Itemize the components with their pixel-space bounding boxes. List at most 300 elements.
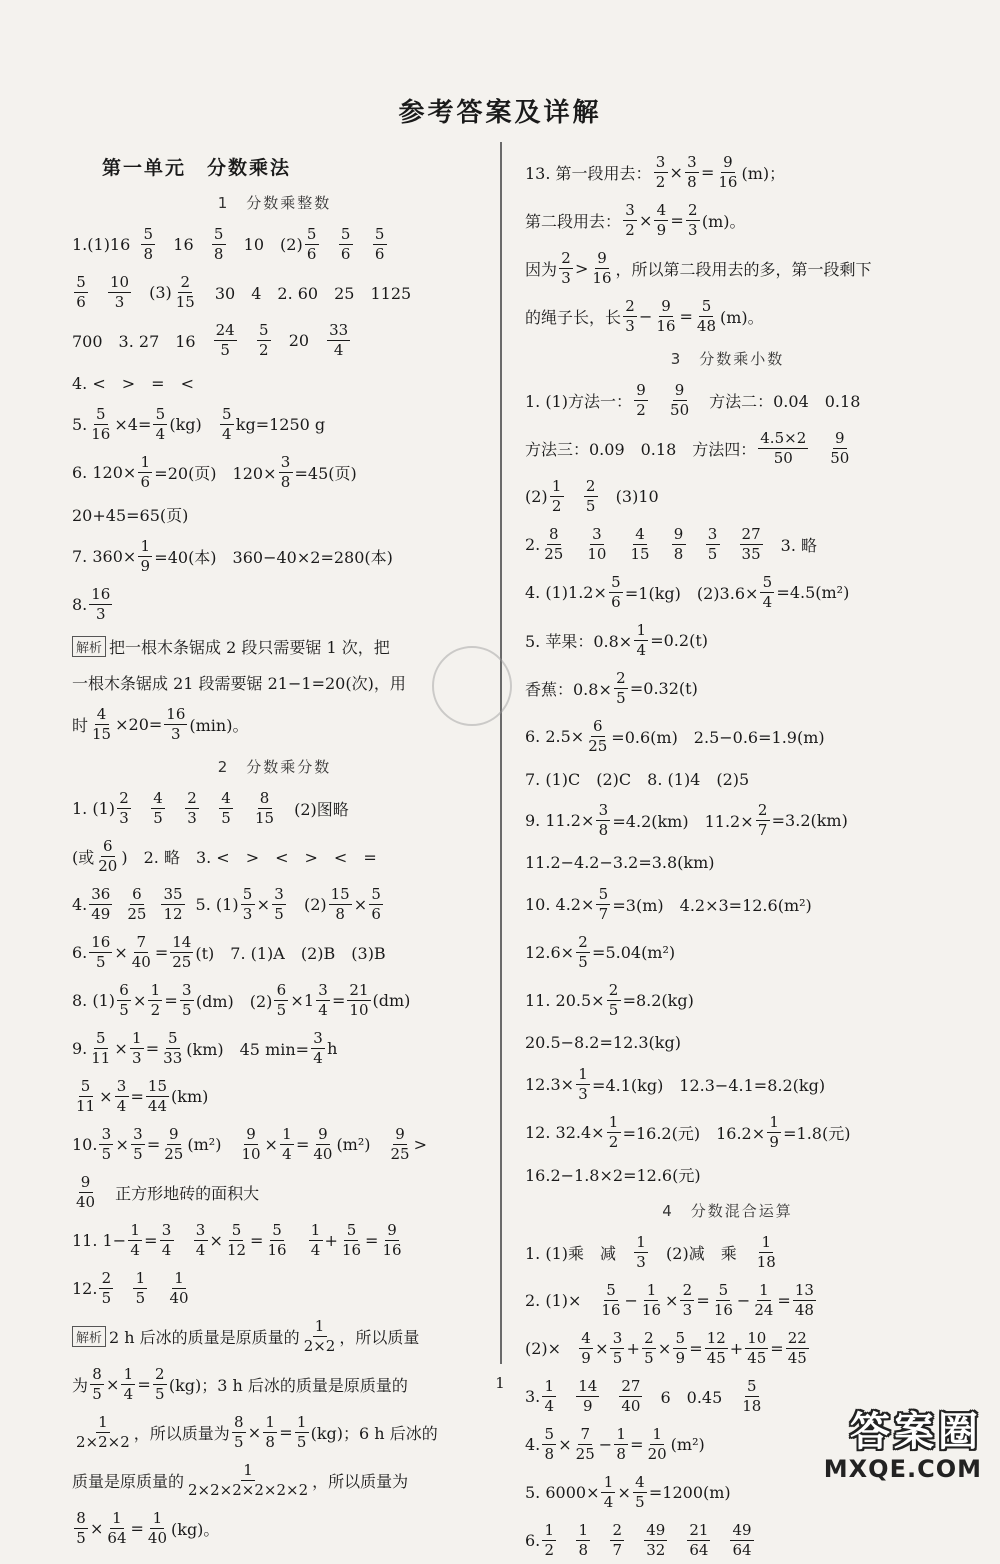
denominator: 20 bbox=[98, 856, 118, 875]
numerator: 2 bbox=[185, 791, 199, 809]
numerator: 2 bbox=[623, 299, 637, 317]
answer-line: 20.5−8.2=12.3(kg) bbox=[525, 1032, 681, 1052]
fraction bbox=[576, 1064, 590, 1103]
denominator: 2×2×2 bbox=[76, 1432, 130, 1451]
numerator: 3 bbox=[131, 1127, 145, 1145]
denominator: 50 bbox=[830, 448, 850, 467]
numerator: 9 bbox=[673, 383, 687, 401]
explanation-tag: 解析 bbox=[72, 636, 106, 657]
explanation-line: $\frac{1}{2\times 2\times 2}$ ，所以质量为 $\frac{8}{5}$ × $\frac{1}{8}$ = $\frac{1}{5}$ (kg)；6 h 后冰的 bbox=[76, 1412, 438, 1451]
numerator: 5 bbox=[369, 887, 383, 905]
denominator: 6 bbox=[371, 904, 381, 923]
numerator: 2 bbox=[756, 803, 770, 821]
denominator: 3 bbox=[171, 724, 181, 743]
numerator: 21 bbox=[689, 1520, 709, 1539]
answer-line: (2) $\frac{1}{2}$ $\frac{2}{5}$ (3)10 bbox=[525, 476, 659, 515]
denominator: 4 bbox=[318, 1000, 328, 1019]
denominator: 6 bbox=[306, 244, 317, 263]
fraction bbox=[219, 788, 233, 827]
answer-line: 4. $\frac{36}{49}$ $\frac{6}{25}$ $\frac{35}{12}$ 5. (1) $\frac{5}{3}$ × $\frac{3}{5}$ (2) $\frac{15}{8}$ × $\frac{5}{6}$ bbox=[72, 880, 477, 928]
fraction bbox=[373, 224, 387, 263]
fraction bbox=[232, 1412, 246, 1451]
fraction bbox=[680, 1280, 694, 1319]
denominator: 4 bbox=[310, 1240, 321, 1259]
numerator: 1 bbox=[241, 1463, 255, 1481]
denominator: 5 bbox=[221, 808, 231, 827]
left-column bbox=[72, 148, 477, 1552]
denominator: 18 bbox=[742, 1396, 762, 1415]
denominator: 50 bbox=[773, 448, 793, 467]
denominator: 8 bbox=[280, 472, 291, 491]
fraction bbox=[767, 1112, 781, 1151]
numerator: 3 bbox=[194, 1223, 208, 1241]
denominator: 5 bbox=[133, 1144, 143, 1163]
numerator: 3 bbox=[279, 455, 293, 473]
numerator: 9 bbox=[595, 251, 609, 269]
denominator: 25 bbox=[575, 1444, 595, 1463]
fraction bbox=[174, 272, 197, 311]
numerator: 3 bbox=[99, 1127, 113, 1145]
fraction bbox=[74, 1508, 88, 1547]
numerator: 22 bbox=[787, 1328, 807, 1347]
denominator: 2×2 bbox=[303, 1336, 336, 1355]
numerator: 6 bbox=[591, 719, 605, 737]
numerator: 5 bbox=[716, 1283, 730, 1301]
denominator: 8 bbox=[616, 1444, 626, 1463]
fraction bbox=[105, 1508, 128, 1547]
answer-line: 11.2−4.2−3.2=3.8(km) bbox=[525, 852, 715, 872]
numerator: 16 bbox=[91, 932, 111, 951]
fraction bbox=[74, 1412, 132, 1451]
denominator: 4 bbox=[116, 1096, 127, 1115]
fraction bbox=[302, 1316, 338, 1355]
numerator: 1 bbox=[96, 1415, 110, 1433]
numerator: 1 bbox=[601, 1475, 615, 1493]
numerator: 3 bbox=[180, 983, 194, 1001]
denominator: 40 bbox=[76, 1192, 96, 1211]
fraction bbox=[311, 1124, 334, 1163]
denominator: 15 bbox=[255, 808, 275, 827]
answer-line: 1. (1)方法一： $\frac{9}{2}$ $\frac{9}{50}$ 方法二：0.04 0.18 bbox=[525, 380, 861, 419]
numerator: 1 bbox=[634, 623, 648, 641]
numerator: 1 bbox=[542, 1523, 556, 1541]
fraction bbox=[180, 980, 194, 1019]
numerator: 6 bbox=[130, 887, 144, 905]
explanation-tag: 解析 bbox=[72, 1326, 106, 1347]
numerator: 1 bbox=[138, 539, 152, 557]
fraction bbox=[623, 296, 637, 335]
denominator: 4 bbox=[195, 1240, 206, 1259]
denominator: 32 bbox=[646, 1540, 666, 1559]
denominator: 9 bbox=[581, 1348, 591, 1367]
fraction bbox=[214, 320, 237, 359]
answer-line: 5. 苹果：0.8× $\frac{1}{4}$ =0.2(t) bbox=[525, 620, 708, 659]
denominator: 7 bbox=[757, 820, 768, 839]
fraction bbox=[574, 1424, 597, 1463]
denominator: 25 bbox=[544, 544, 564, 563]
answer-line: 13. 第一段用去： $\frac{3}{2}$ × $\frac{3}{8}$ = $\frac{9}{16}$ (m)； bbox=[525, 152, 786, 191]
numerator: 4 bbox=[95, 707, 109, 725]
fraction bbox=[311, 1028, 325, 1067]
denominator: 9 bbox=[769, 1132, 779, 1151]
denominator: 5 bbox=[101, 1288, 112, 1307]
denominator: 35 bbox=[741, 544, 761, 563]
denominator: 45 bbox=[787, 1348, 807, 1367]
numerator: 5 bbox=[94, 407, 108, 425]
explanation-line: 为 $\frac{8}{5}$ × $\frac{1}{4}$ = $\frac{2}{5}$ (kg)；3 h 后冰的质量是原质量的 bbox=[72, 1364, 408, 1403]
denominator: 6 bbox=[76, 292, 86, 311]
denominator: 8 bbox=[687, 172, 697, 191]
fraction bbox=[634, 620, 648, 659]
answer-line: 第二段用去： $\frac{3}{2}$ × $\frac{4}{9}$ = $\frac{2}{3}$ (m)。 bbox=[525, 200, 746, 239]
fraction bbox=[133, 1268, 147, 1307]
numerator: 5 bbox=[229, 1223, 243, 1241]
numerator: 15 bbox=[147, 1076, 167, 1095]
denominator: 2 bbox=[625, 220, 635, 239]
fraction bbox=[295, 1412, 309, 1451]
answer-line: 10. $\frac{3}{5}$ × $\frac{3}{5}$ = $\frac{9}{25}$ (m²) $\frac{9}{10}$ × $\frac{1}{4}$ = $\frac{9}{40}$ (m²) $\frac{9}{25}$ > bbox=[72, 1124, 428, 1163]
denominator: 40 bbox=[169, 1288, 189, 1307]
fraction bbox=[646, 1424, 669, 1463]
fraction bbox=[329, 884, 352, 923]
fraction bbox=[74, 272, 88, 311]
numerator: 1 bbox=[133, 1271, 147, 1289]
numerator: 7 bbox=[578, 1427, 592, 1445]
numerator: 5 bbox=[153, 407, 167, 425]
numerator: 35 bbox=[163, 884, 183, 903]
denominator: 11 bbox=[91, 1048, 111, 1067]
numerator: 1 bbox=[138, 455, 152, 473]
denominator: 7 bbox=[598, 904, 609, 923]
numerator: 5 bbox=[344, 1223, 358, 1241]
numerator: 27 bbox=[621, 1376, 641, 1395]
denominator: 8 bbox=[544, 1444, 555, 1463]
page-number: 1 bbox=[495, 1374, 505, 1392]
page-title: 参考答案及详解 bbox=[398, 98, 602, 128]
numerator: 1 bbox=[759, 1235, 773, 1253]
denominator: 3 bbox=[636, 1252, 646, 1271]
numerator: 5 bbox=[166, 1031, 180, 1049]
numerator: 5 bbox=[141, 227, 155, 245]
denominator: 40 bbox=[621, 1396, 641, 1415]
fraction bbox=[654, 296, 677, 335]
fraction bbox=[760, 572, 774, 611]
denominator: 6 bbox=[340, 244, 351, 263]
denominator: 8 bbox=[265, 1432, 275, 1451]
numerator: 2 bbox=[178, 275, 192, 293]
fraction bbox=[220, 404, 234, 443]
numerator: 5 bbox=[74, 275, 88, 293]
numerator: 1 bbox=[130, 1031, 144, 1049]
answer-line: 7. 360× $\frac{1}{9}$ =40(本) 360−40×2=280(本) bbox=[72, 536, 393, 575]
numerator: 9 bbox=[316, 1127, 330, 1145]
denominator: 5 bbox=[153, 808, 163, 827]
numerator: 8 bbox=[90, 1367, 104, 1385]
numerator: 49 bbox=[732, 1520, 752, 1539]
answer-line: 6. $\frac{16}{5}$ × $\frac{7}{40}$ = $\frac{14}{25}$ (t) 7. (1)A (2)B (3)B bbox=[72, 932, 386, 971]
denominator: 9 bbox=[656, 220, 667, 239]
denominator: 11 bbox=[76, 1096, 96, 1115]
denominator: 15 bbox=[175, 292, 195, 311]
fraction bbox=[89, 932, 112, 971]
fraction bbox=[634, 380, 648, 419]
fraction bbox=[141, 224, 155, 263]
numerator: 5 bbox=[79, 1079, 93, 1097]
answer-line: 20+45=65(页) bbox=[72, 505, 189, 525]
fraction bbox=[542, 1520, 556, 1559]
numerator: 49 bbox=[646, 1520, 666, 1539]
numerator: 3 bbox=[590, 527, 604, 545]
denominator: 5 bbox=[92, 1384, 102, 1403]
fraction bbox=[89, 884, 112, 923]
numerator: 2 bbox=[680, 1283, 694, 1301]
numerator: 5 bbox=[257, 323, 271, 341]
denominator: 5 bbox=[155, 1384, 165, 1403]
numerator: 33 bbox=[329, 320, 349, 339]
answer-line: 1.(1)16 $\frac{5}{8}$ 16 $\frac{5}{8}$ 10 (2) $\frac{5}{6}$ $\frac{5}{6}$ $\frac{5}{6}$ bbox=[72, 220, 477, 268]
fraction bbox=[755, 1232, 778, 1271]
numerator: 6 bbox=[117, 983, 131, 1001]
answer-line: $\frac{5}{6}$ $\frac{10}{3}$ (3) $\frac{2}{15}$ 30 4 2. 60 25 1125 bbox=[72, 268, 477, 316]
denominator: 5 bbox=[234, 1432, 244, 1451]
denominator: 12 bbox=[163, 904, 183, 923]
numerator: 2 bbox=[117, 791, 131, 809]
fraction bbox=[327, 320, 350, 359]
numerator: 3 bbox=[706, 527, 720, 545]
fraction bbox=[668, 380, 691, 419]
denominator: 25 bbox=[127, 904, 147, 923]
denominator: 9 bbox=[675, 1348, 686, 1367]
numerator: 3 bbox=[311, 1031, 325, 1049]
denominator: 18 bbox=[756, 1252, 776, 1271]
fraction bbox=[828, 428, 851, 467]
denominator: 10 bbox=[349, 1000, 369, 1019]
denominator: 4 bbox=[762, 592, 773, 611]
denominator: 2 bbox=[655, 172, 666, 191]
denominator: 45 bbox=[706, 1348, 726, 1367]
denominator: 6 bbox=[374, 244, 385, 263]
denominator: 4 bbox=[222, 424, 232, 443]
fraction bbox=[654, 200, 668, 239]
denominator: 45 bbox=[747, 1348, 767, 1367]
denominator: 5 bbox=[585, 496, 596, 515]
denominator: 9 bbox=[140, 556, 151, 575]
denominator: 44 bbox=[147, 1096, 167, 1115]
numerator: 9 bbox=[721, 155, 735, 173]
fraction bbox=[316, 980, 330, 1019]
answer-line: 香蕉：0.8× $\frac{2}{5}$ =0.32(t) bbox=[525, 668, 698, 707]
denominator: 8 bbox=[213, 244, 224, 263]
numerator: 1 bbox=[263, 1415, 277, 1433]
fraction bbox=[263, 1412, 277, 1451]
denominator: 5 bbox=[135, 1288, 146, 1307]
numerator: 8 bbox=[258, 791, 272, 809]
numerator: 8 bbox=[547, 527, 561, 545]
answer-line: 2. (1)× $\frac{5}{16}$ − $\frac{1}{16}$ × $\frac{2}{3}$ = $\frac{5}{16}$ − $\frac{1}{24}$ = $\frac{13}{48}$ bbox=[525, 1280, 814, 1319]
fraction bbox=[160, 1220, 174, 1259]
fraction bbox=[642, 1328, 656, 1367]
denominator: 3 bbox=[131, 1048, 142, 1067]
fraction bbox=[628, 524, 651, 563]
numerator: 3 bbox=[654, 155, 668, 173]
numerator: 9 bbox=[672, 527, 686, 545]
fraction bbox=[89, 404, 112, 443]
denominator: 5 bbox=[76, 1528, 86, 1547]
fraction bbox=[117, 788, 131, 827]
fraction bbox=[241, 884, 255, 923]
numerator: 5 bbox=[604, 1283, 618, 1301]
numerator: 6 bbox=[274, 983, 288, 1001]
fraction bbox=[623, 200, 637, 239]
fraction bbox=[117, 980, 131, 1019]
fraction bbox=[654, 152, 668, 191]
denominator: 2×2×2×2×2×2 bbox=[188, 1480, 309, 1499]
fraction bbox=[279, 452, 293, 491]
numerator: 9 bbox=[833, 431, 847, 449]
denominator: 16 bbox=[641, 1300, 662, 1319]
denominator: 50 bbox=[670, 400, 690, 419]
fraction bbox=[758, 428, 808, 467]
denominator: 24 bbox=[754, 1300, 774, 1319]
denominator: 25 bbox=[164, 1144, 184, 1163]
denominator: 3 bbox=[119, 808, 129, 827]
fraction bbox=[161, 1028, 184, 1067]
denominator: 16 bbox=[267, 1240, 287, 1259]
denominator: 2 bbox=[258, 340, 269, 359]
numerator: 2 bbox=[559, 251, 573, 269]
numerator: 2 bbox=[610, 1523, 624, 1541]
numerator: 1 bbox=[757, 1283, 771, 1301]
numerator: 5 bbox=[241, 887, 255, 905]
numerator: 9 bbox=[634, 383, 648, 401]
fraction bbox=[146, 1076, 169, 1115]
numerator: 27 bbox=[741, 524, 761, 543]
denominator: 7 bbox=[612, 1540, 623, 1559]
numerator: 8 bbox=[74, 1511, 88, 1529]
fraction bbox=[786, 1328, 809, 1367]
fraction bbox=[115, 1076, 129, 1115]
denominator: 12 bbox=[226, 1240, 247, 1259]
fraction bbox=[108, 272, 131, 311]
denominator: 16 bbox=[656, 316, 676, 335]
denominator: 6 bbox=[140, 472, 151, 491]
fraction bbox=[596, 884, 610, 923]
watermark-sub: MXQE.COM bbox=[823, 1455, 982, 1483]
fraction bbox=[586, 716, 609, 755]
numerator: 15 bbox=[330, 884, 350, 903]
fraction bbox=[170, 932, 193, 971]
denominator: 16 bbox=[713, 1300, 733, 1319]
denominator: 4 bbox=[282, 1144, 292, 1163]
denominator: 16 bbox=[718, 172, 738, 191]
fraction bbox=[542, 524, 565, 563]
numerator: 6 bbox=[101, 839, 115, 857]
numerator: 1 bbox=[150, 1511, 164, 1529]
fraction bbox=[687, 1520, 710, 1559]
numerator: 24 bbox=[215, 320, 235, 339]
fraction bbox=[162, 1124, 185, 1163]
answer-line: 11. 20.5× $\frac{2}{5}$ =8.2(kg) bbox=[525, 980, 694, 1019]
numerator: 5 bbox=[760, 575, 774, 593]
fraction bbox=[752, 1280, 775, 1319]
fraction bbox=[576, 932, 590, 971]
fraction bbox=[716, 152, 739, 191]
denominator: 48 bbox=[696, 316, 717, 335]
numerator: 2 bbox=[614, 671, 628, 689]
fraction bbox=[340, 1220, 363, 1259]
denominator: 5 bbox=[296, 1432, 307, 1451]
denominator: 5 bbox=[616, 688, 626, 707]
denominator: 16 bbox=[592, 268, 612, 287]
fraction bbox=[596, 800, 610, 839]
fraction bbox=[153, 404, 167, 443]
numerator: 8 bbox=[232, 1415, 246, 1433]
fraction bbox=[138, 452, 152, 491]
numerator: 1 bbox=[607, 1115, 621, 1133]
fraction bbox=[599, 1280, 622, 1319]
answer-line: 8. (1) $\frac{6}{5}$ × $\frac{1}{2}$ = $\frac{3}{5}$ (dm) (2) $\frac{6}{5}$ ×1 $\frac{3}{4}$ = $\frac{21}{10}$ (dm) bbox=[72, 980, 411, 1019]
fraction bbox=[550, 476, 564, 515]
explanation-line: 时 $\frac{4}{15}$ ×20= $\frac{16}{3}$ (min)。 bbox=[72, 704, 249, 743]
denominator: 33 bbox=[163, 1048, 183, 1067]
fraction bbox=[585, 524, 608, 563]
denominator: 4 bbox=[333, 340, 344, 359]
fraction bbox=[389, 1124, 412, 1163]
numerator: 9 bbox=[659, 299, 673, 317]
numerator: 1 bbox=[128, 1223, 142, 1241]
denominator: 3 bbox=[682, 1300, 693, 1319]
fraction bbox=[685, 152, 699, 191]
denominator: 16 bbox=[601, 1300, 621, 1319]
fraction bbox=[280, 1124, 294, 1163]
fraction bbox=[164, 704, 187, 743]
answer-line: 2. $\frac{8}{25}$ $\frac{3}{10}$ $\frac{4}{15}$ $\frac{9}{8}$ $\frac{3}{5}$ $\frac{27}{35}$ 3. 略 bbox=[525, 524, 817, 563]
numerator: 2 bbox=[642, 1331, 656, 1349]
answer-line: 5. 6000× $\frac{1}{4}$ × $\frac{4}{5}$ =1200(m) bbox=[525, 1472, 731, 1511]
denominator: 25 bbox=[390, 1144, 410, 1163]
fraction bbox=[706, 524, 720, 563]
denominator: 16 bbox=[341, 1240, 362, 1259]
answer-line: 6. 120× $\frac{1}{6}$ =20(页) 120× $\frac{3}{8}$ =45(页) bbox=[72, 452, 357, 491]
numerator: 5 bbox=[305, 227, 319, 245]
numerator: 1 bbox=[280, 1127, 294, 1145]
fraction bbox=[186, 1460, 310, 1499]
watermark-main: 答案圈 bbox=[850, 1409, 982, 1455]
fraction bbox=[380, 1220, 403, 1259]
fraction bbox=[185, 788, 199, 827]
denominator: 8 bbox=[335, 904, 345, 923]
denominator: 15 bbox=[92, 724, 112, 743]
numerator: 21 bbox=[349, 980, 369, 999]
explanation-line: 一根木条锯成 21 段需要锯 21−1=20(次)，用 bbox=[72, 673, 406, 693]
answer-line: 6. 2.5× $\frac{6}{25}$ =0.6(m) 2.5−0.6=1.9(m) bbox=[525, 716, 825, 755]
fraction bbox=[640, 1280, 663, 1319]
denominator: 15 bbox=[630, 544, 650, 563]
answer-line: 6. $\frac{1}{2}$ $\frac{1}{8}$ $\frac{2}{7}$ $\frac{49}{32}$ $\frac{21}{64}$ $\frac{49}{64}$ bbox=[525, 1520, 752, 1559]
denominator: 8 bbox=[578, 1540, 589, 1559]
fraction bbox=[146, 1508, 169, 1547]
numerator: 2 bbox=[99, 1271, 113, 1289]
column-divider bbox=[500, 142, 502, 1364]
fraction bbox=[730, 1520, 753, 1559]
numerator: 5 bbox=[220, 407, 234, 425]
fraction bbox=[90, 704, 113, 743]
answer-line: (或 $\frac{6}{20}$ ) 2. 略 3. < > < > < = bbox=[72, 836, 377, 875]
numerator: 5 bbox=[699, 299, 713, 317]
answer-line: $\frac{9}{40}$ 正方形地砖的面积大 bbox=[76, 1172, 260, 1211]
fraction bbox=[274, 980, 288, 1019]
answer-line: 3. $\frac{1}{4}$ $\frac{14}{9}$ $\frac{27}{40}$ 6 0.45 $\frac{5}{18}$ bbox=[525, 1376, 762, 1415]
